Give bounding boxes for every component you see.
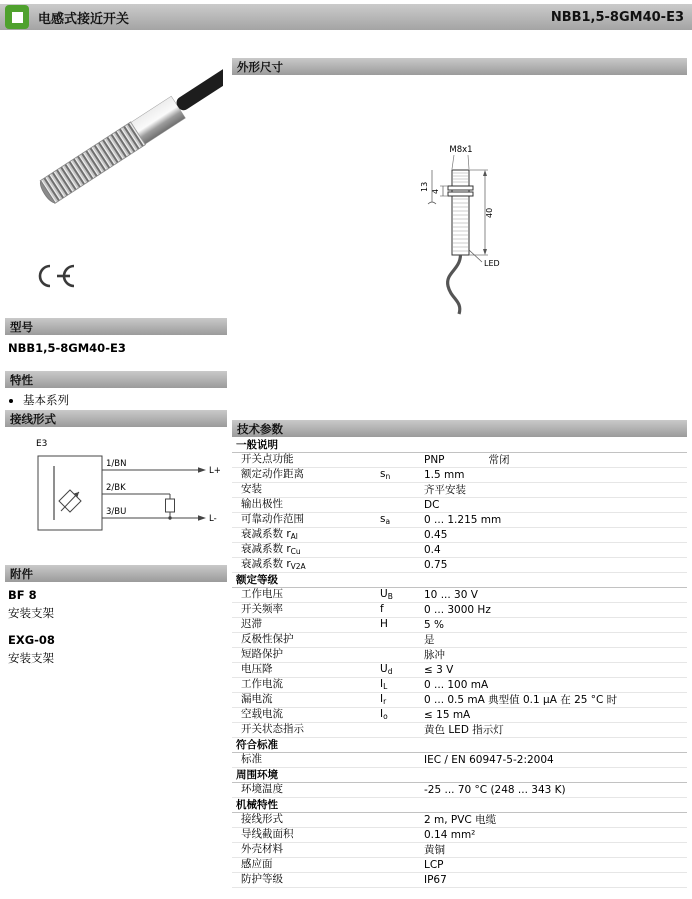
brand-cube-icon <box>5 5 29 29</box>
tech-row-value: 0.75 <box>424 559 448 571</box>
tech-row-value: 2 m, PVC 电缆 <box>424 814 497 826</box>
tech-section-title: 机械特性 <box>236 799 278 811</box>
dim-led-label: LED <box>484 259 500 268</box>
tech-row-label: 环境温度 <box>241 782 283 795</box>
tech-row-label: 电压降 <box>241 662 273 675</box>
tech-data-row <box>232 783 687 798</box>
tech-row-label: 工作电压 <box>241 587 283 600</box>
tech-data-row <box>232 753 687 768</box>
wiring-variant-label: E3 <box>36 439 48 449</box>
wire-term-1-label: L+ <box>209 466 221 476</box>
tech-row-value: 是 <box>424 634 435 646</box>
tech-table-body <box>232 438 687 888</box>
wire-pin-1-label: 1/BN <box>106 459 127 469</box>
tech-row-label: 衰减系数 rCu <box>241 542 301 556</box>
tech-row-symbol: Ud <box>380 662 393 676</box>
tech-row-value: 齐平安装 <box>424 484 466 496</box>
tech-row-value: 黄铜 <box>424 844 445 856</box>
wiring-diagram <box>10 432 232 560</box>
tech-row-value: PNP 常闭 <box>424 454 510 466</box>
tech-row-value: 5 % <box>424 619 444 631</box>
tech-row-label: 开关状态指示 <box>241 722 304 735</box>
tech-row-value: 脉冲 <box>424 649 445 661</box>
tech-row-value: 0 ... 100 mA <box>424 679 489 691</box>
section-heading-tech <box>232 420 687 437</box>
tech-row-value: ≤ 15 mA <box>424 709 471 721</box>
tech-data-row <box>232 873 687 888</box>
tech-row-label: 衰减系数 rV2A <box>241 557 306 571</box>
wire-pin-3-label: 3/BU <box>106 507 127 517</box>
tech-row-value: LCP <box>424 859 444 871</box>
tech-row-value: 0 ... 1.215 mm <box>424 514 502 526</box>
section-heading-connection <box>5 410 227 427</box>
tech-row-value: 1.5 mm <box>424 469 465 481</box>
tech-row-label: 额定动作距离 <box>241 467 304 480</box>
product-photo <box>8 52 223 242</box>
accessory-desc: 安装支架 <box>8 606 54 620</box>
tech-row-label: 输出极性 <box>241 497 283 510</box>
tech-row-symbol: H <box>380 617 388 630</box>
wire-pin-2-label: 2/BK <box>106 483 126 493</box>
section-heading-features-label: 特性 <box>10 372 33 387</box>
tech-row-value: 0 ... 0.5 mA 典型值 0.1 µA 在 25 °C 时 <box>424 694 618 706</box>
tech-row-symbol: IL <box>380 677 388 691</box>
brand-cube-inner <box>12 12 23 23</box>
tech-row-value: IEC / EN 60947-5-2:2004 <box>424 754 554 766</box>
tech-row-value: IP67 <box>424 874 447 886</box>
tech-row-symbol: Io <box>380 707 388 721</box>
tech-data-row <box>232 558 687 573</box>
tech-row-value: 10 ... 30 V <box>424 589 478 601</box>
tech-row-symbol: Ir <box>380 692 387 706</box>
tech-row-label: 开关点功能 <box>241 452 294 465</box>
tech-section-title: 一般说明 <box>236 439 278 451</box>
dim-thread-label: M8x1 <box>449 145 473 155</box>
tech-row-value: DC <box>424 499 440 511</box>
section-heading-accessories-label: 附件 <box>10 566 33 581</box>
dimension-drawing <box>388 140 533 325</box>
dim-4-label: 4 <box>431 188 440 194</box>
tech-row-symbol: f <box>380 602 384 615</box>
tech-row-label: 短路保护 <box>241 647 283 660</box>
tech-row-label: 可靠动作范围 <box>241 512 304 525</box>
tech-row-value: -25 ... 70 °C (248 ... 343 K) <box>424 784 566 796</box>
dim-40-label: 40 <box>485 207 494 218</box>
tech-row-value: 0.45 <box>424 529 448 541</box>
tech-row-label: 安装 <box>241 482 262 495</box>
page-header <box>0 4 692 30</box>
model-value: NBB1,5-8GM40-E3 <box>8 341 126 355</box>
tech-row-label: 反极性保护 <box>241 632 294 645</box>
tech-section-title: 周围环境 <box>236 769 278 781</box>
section-heading-dimensions <box>232 58 687 75</box>
section-heading-accessories <box>5 565 227 582</box>
tech-row-label: 工作电流 <box>241 677 283 690</box>
tech-row-label: 衰减系数 rAl <box>241 527 298 541</box>
tech-row-label: 标准 <box>241 752 262 765</box>
tech-section-title: 额定等级 <box>236 574 278 586</box>
accessory-desc: 安装支架 <box>8 651 54 665</box>
feature-item: • 基本系列 <box>23 392 69 408</box>
tech-row-label: 感应面 <box>241 857 273 870</box>
section-heading-model-label: 型号 <box>10 319 33 334</box>
section-heading-tech-label: 技术参数 <box>237 421 283 436</box>
tech-row-symbol: sn <box>380 467 391 481</box>
tech-row-label: 导线截面积 <box>241 827 294 840</box>
tech-row-label: 开关频率 <box>241 602 283 615</box>
tech-row-value: 0.14 mm² <box>424 829 476 841</box>
tech-row-value: 0 ... 3000 Hz <box>424 604 491 616</box>
tech-row-label: 外壳材料 <box>241 842 283 855</box>
dim-13-label: 13 <box>420 181 429 192</box>
tech-data-row <box>232 723 687 738</box>
tech-row-label: 接线形式 <box>241 812 283 825</box>
accessory-name: EXG-08 <box>8 633 55 647</box>
accessory-list <box>8 588 218 678</box>
product-code: NBB1,5-8GM40-E3 <box>550 9 684 25</box>
tech-row-symbol: sa <box>380 512 391 526</box>
tech-row-value: 0.4 <box>424 544 441 556</box>
tech-row-value: 黄色 LED 指示灯 <box>424 724 504 736</box>
tech-row-label: 迟滞 <box>241 617 262 630</box>
section-heading-connection-label: 接线形式 <box>10 411 56 426</box>
wire-term-3-label: L- <box>209 514 217 524</box>
section-heading-model <box>5 318 227 335</box>
tech-row-label: 防护等级 <box>241 872 283 885</box>
section-heading-features <box>5 371 227 388</box>
ce-mark-icon <box>30 262 82 294</box>
tech-section-title: 符合标准 <box>236 739 278 751</box>
page-title: 电感式接近开关 <box>38 11 130 27</box>
tech-row-label: 漏电流 <box>241 692 273 705</box>
tech-row-value: ≤ 3 V <box>424 664 454 676</box>
feature-list <box>8 392 69 408</box>
accessory-name: BF 8 <box>8 588 37 602</box>
tech-row-symbol: UB <box>380 587 393 601</box>
section-heading-dimensions-label: 外形尺寸 <box>237 59 283 74</box>
tech-row-label: 空载电流 <box>241 707 283 720</box>
